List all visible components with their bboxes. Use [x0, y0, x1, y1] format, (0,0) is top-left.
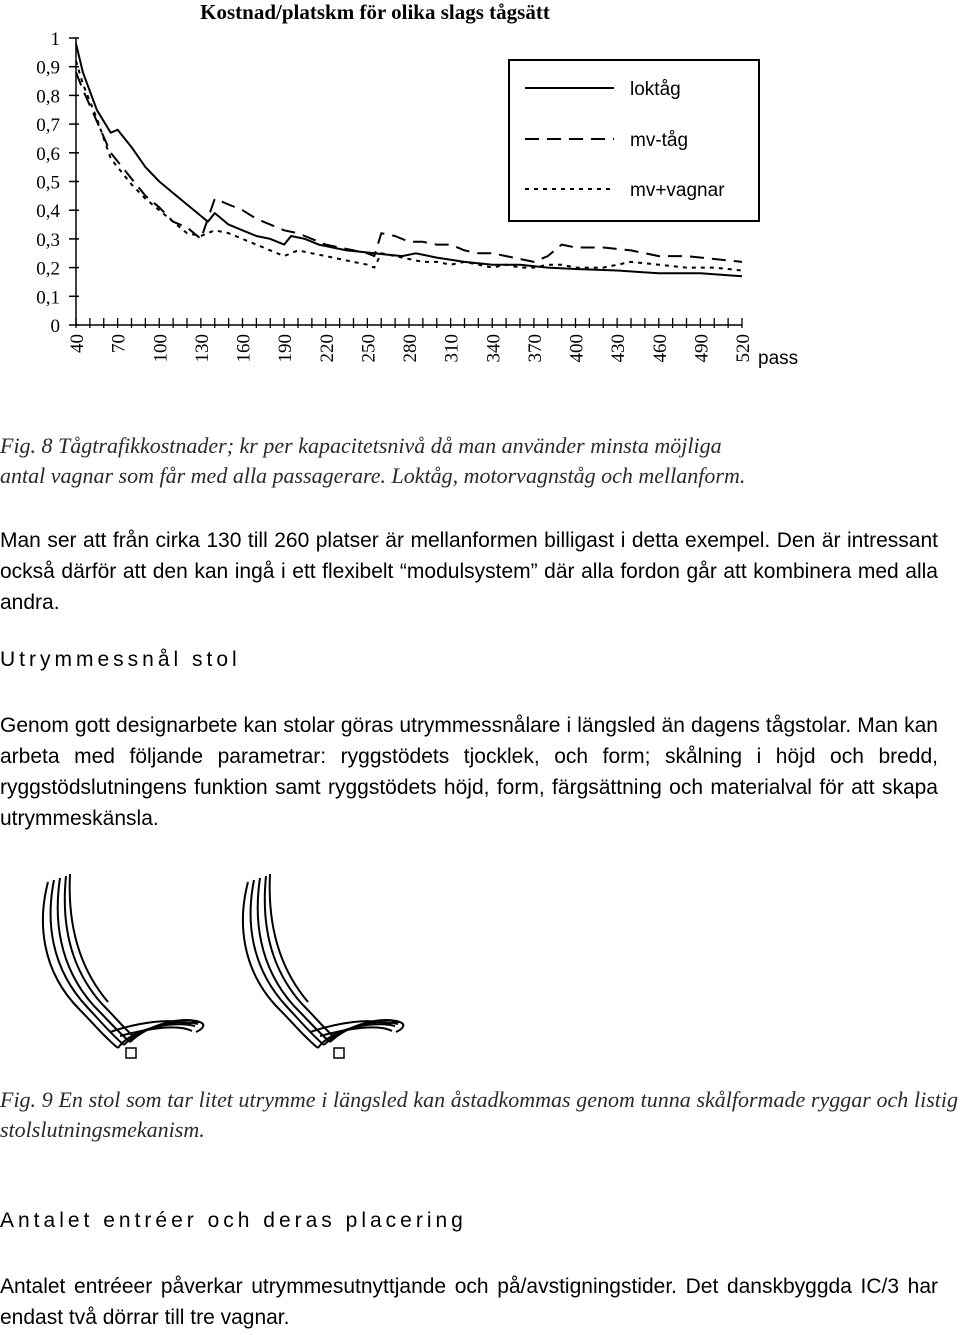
y-tick-label: 1 — [50, 29, 60, 50]
y-tick-label: 0,1 — [36, 287, 60, 309]
y-tick-label: 0,2 — [36, 258, 60, 280]
x-tick-label: 130 — [191, 334, 213, 363]
paragraph-stol-design: Genom gott designarbete kan stolar göras utrymmessnålare i längsled än dagens tågstolar. Man kan arbeta med följande parametrar: ryggstödets tjocklek, och form; skålning i höjd och bredd, ryggstödslutningens funktion samt ryggstödets höjd, form, färgsättning och materialval för att skapa utrymmeskänsla. — [0, 714, 938, 830]
legend-label-3: mv+vagnar — [630, 180, 725, 201]
legend-label-1: loktåg — [630, 79, 681, 100]
heading-antalet-entreer: Antalet entréer och deras placering — [0, 1209, 467, 1232]
paragraph-mellanform: Man ser att från cirka 130 till 260 platser är mellanformen billigast i detta exempel. Den är intressant också därför att den kan ingå i ett flexibelt “modulsystem” där alla fordon går att kombinera med alla andra. — [0, 529, 938, 614]
x-tick-label: 520 — [733, 334, 754, 363]
x-axis-label: pass — [758, 348, 799, 369]
legend-label-2: mv-tåg — [630, 130, 689, 151]
x-tick-label: 40 — [67, 334, 88, 353]
x-tick-label: 490 — [691, 334, 713, 363]
chair-drawing-2 — [243, 874, 403, 1058]
y-tick-label: 0,9 — [36, 57, 60, 79]
x-tick-label: 340 — [483, 334, 505, 363]
x-tick-label: 280 — [400, 334, 421, 363]
y-tick-label: 0,8 — [36, 86, 60, 108]
fig8-caption — [0, 431, 960, 491]
chart-legend — [509, 60, 759, 221]
x-tick-label: 250 — [358, 334, 380, 363]
y-tick-label: 0,5 — [36, 172, 60, 194]
x-axis — [67, 318, 798, 369]
heading-utrymmessnal-stol: Utrymmessnål stol — [0, 648, 241, 671]
x-tick-label: 100 — [150, 334, 172, 363]
y-axis — [36, 29, 79, 337]
x-tick-label: 370 — [524, 334, 546, 363]
y-tick-label: 0,3 — [36, 229, 60, 251]
fig8-caption-line1: Fig. 8 Tågtrafikkostnader; kr per kapacitetsnivå då man använder minsta möjliga — [0, 433, 722, 458]
chair-illustrations — [20, 860, 420, 1075]
x-tick-label: 70 — [108, 334, 130, 353]
x-tick-label: 430 — [608, 334, 630, 363]
x-tick-label: 310 — [441, 334, 463, 363]
cost-per-seat-km-chart — [0, 0, 960, 395]
y-tick-label: 0,4 — [36, 201, 60, 223]
chart-title: Kostnad/platskm för olika slags tågsätt — [200, 0, 550, 24]
chair-drawing-1 — [43, 874, 203, 1058]
y-tick-label: 0,7 — [36, 115, 60, 137]
x-tick-label: 190 — [275, 334, 297, 363]
y-tick-label: 0 — [50, 316, 60, 337]
y-tick-label: 0,6 — [36, 143, 60, 165]
x-tick-label: 400 — [566, 334, 588, 363]
paragraph-entreer: Antalet entréeer påverkar utrymmesutnyttjande och på/avstigningstider. Det danskbyggda IC/3 har endast två dörrar till tre vagnar. — [0, 1275, 938, 1329]
x-tick-label: 220 — [316, 334, 338, 363]
x-tick-label: 160 — [233, 334, 255, 363]
fig8-caption-line2: antal vagnar som får med alla passagerare. Loktåg, motorvagnståg och mellanform. — [0, 463, 746, 488]
x-tick-label: 460 — [649, 334, 671, 363]
fig9-caption: Fig. 9 En stol som tar litet utrymme i längsled kan åstadkommas genom tunna skålformade ryggar och listig stolslutningsmekanism. — [0, 1087, 958, 1142]
